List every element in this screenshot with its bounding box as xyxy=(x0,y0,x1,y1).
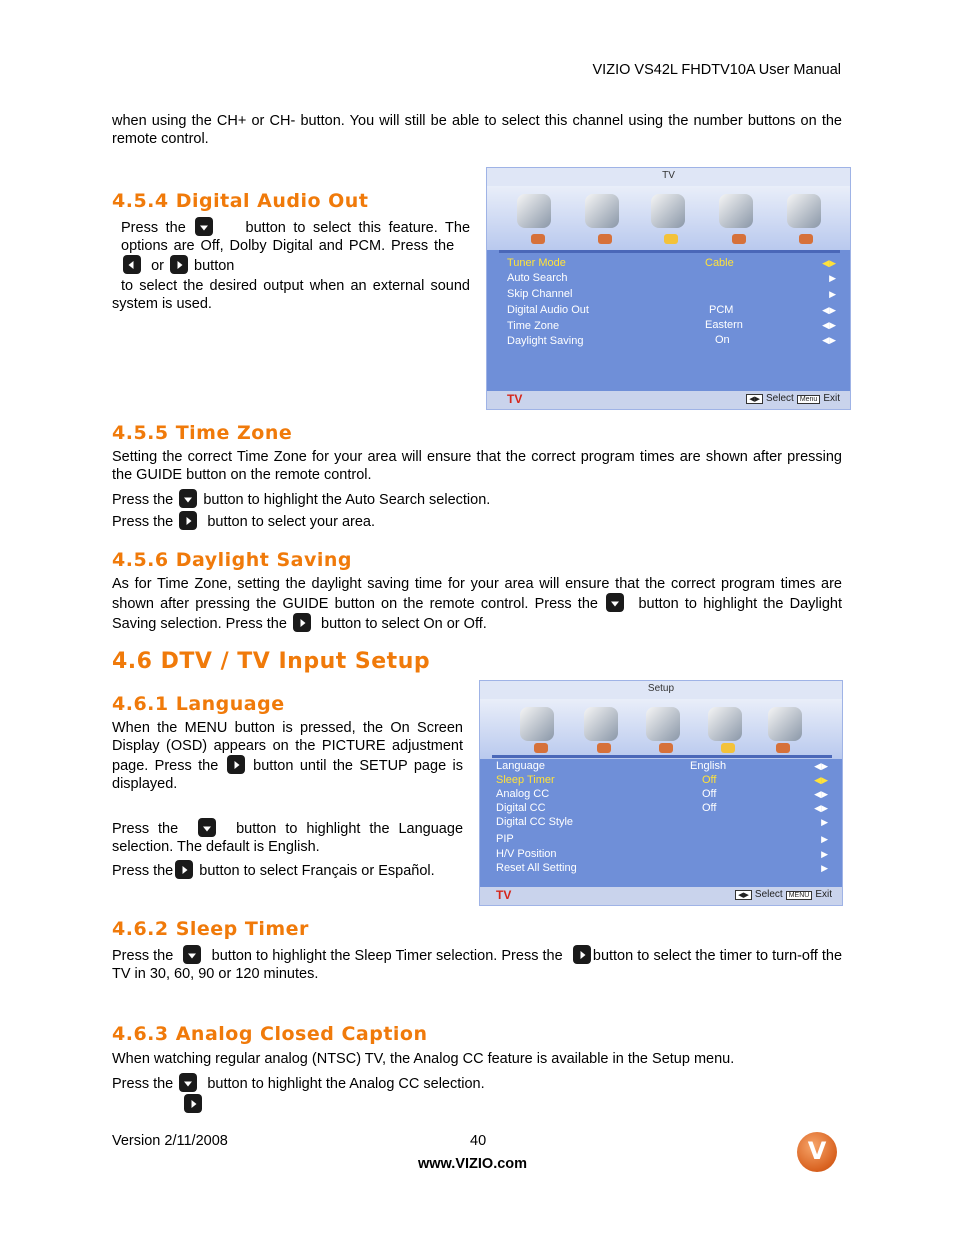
osd-row-label: Digital Audio Out xyxy=(507,304,589,316)
left-arrow-key-icon xyxy=(123,255,141,274)
right-arrow-icon: ▶ xyxy=(829,273,836,283)
text: Press the xyxy=(112,863,174,879)
digital-audio-out-text xyxy=(112,217,470,313)
text: Press the xyxy=(112,1076,174,1092)
osd-row-value: Cable xyxy=(705,257,734,269)
logo-letter: V xyxy=(807,1137,827,1165)
osd-footer-controls xyxy=(732,889,832,900)
heading-dtv-tv-input-setup: 4.6 DTV / TV Input Setup xyxy=(112,649,431,674)
text: As for Time Zone, setting the daylight saving time for your area will ensure that the correct program times are shown after pressing the GUIDE button on the remote control. Press the xyxy=(112,576,842,612)
page-number: 40 xyxy=(470,1133,487,1149)
audio-tab-marker-icon xyxy=(598,234,612,244)
left-right-arrow-icon: ◀▶ xyxy=(822,320,836,330)
divider xyxy=(492,755,832,758)
osd-tv-menu-screenshot xyxy=(486,167,851,410)
osd-icon-bar xyxy=(487,186,850,250)
right-arrow-key-icon xyxy=(170,255,188,274)
heading-analog-closed-caption: 4.6.3 Analog Closed Caption xyxy=(112,1023,428,1045)
osd-row-value: Off xyxy=(702,802,717,814)
osd-row-value: English xyxy=(690,760,727,772)
parental-icon xyxy=(787,194,821,228)
text: Press the xyxy=(112,514,174,530)
right-arrow-icon: ▶ xyxy=(829,289,836,299)
text: Select xyxy=(754,889,783,900)
down-arrow-key-icon xyxy=(183,945,201,964)
down-arrow-key-icon xyxy=(198,818,216,837)
text: button until the SETUP page is displayed. xyxy=(112,758,463,792)
setup-tab-marker-icon xyxy=(732,234,746,244)
heading-daylight-saving: 4.5.6 Daylight Saving xyxy=(112,549,352,571)
osd-icon-bar xyxy=(480,699,842,759)
menu-key-icon: Menu xyxy=(797,395,821,404)
audio-icon xyxy=(585,194,619,228)
right-arrow-key-icon xyxy=(184,1094,202,1113)
text: button to select your area. xyxy=(207,514,375,530)
picture-icon xyxy=(517,194,551,228)
down-arrow-key-icon xyxy=(179,489,197,508)
right-arrow-key-icon xyxy=(227,755,245,774)
osd-row-label: Tuner Mode xyxy=(507,257,566,269)
text: button to select Français or Español. xyxy=(199,863,435,879)
text: Exit xyxy=(815,889,832,900)
right-arrow-key-icon xyxy=(293,613,311,632)
parental-icon xyxy=(768,707,802,741)
daylight-saving-paragraph xyxy=(112,575,842,633)
language-paragraph-3 xyxy=(112,860,435,879)
tv-tab-marker-icon xyxy=(659,743,673,753)
left-right-arrow-icon: ◀▶ xyxy=(814,789,828,799)
setup-tab-marker-icon xyxy=(721,743,735,753)
text: button to highlight the Language selection. The default is English. xyxy=(112,821,464,855)
text: button to highlight the Sleep Timer selection. Press the xyxy=(211,948,563,964)
picture-tab-marker-icon xyxy=(534,743,548,753)
setup-icon xyxy=(708,707,742,741)
parental-tab-marker-icon xyxy=(776,743,790,753)
osd-row-label: Digital CC xyxy=(496,802,546,814)
osd-row-value: Off xyxy=(702,788,717,800)
osd-row-label: Analog CC xyxy=(496,788,550,800)
right-arrow-key-icon xyxy=(179,511,197,530)
osd-row-label: Language xyxy=(496,760,545,772)
osd-footer xyxy=(480,887,842,905)
right-arrow-key-icon xyxy=(573,945,591,964)
picture-icon xyxy=(520,707,554,741)
menu-key-icon: MENU xyxy=(786,891,813,900)
text: or xyxy=(151,258,164,274)
text: Press the xyxy=(112,492,174,508)
heading-time-zone: 4.5.5 Time Zone xyxy=(112,422,293,444)
osd-row-value: Off xyxy=(702,774,717,786)
parental-tab-marker-icon xyxy=(799,234,813,244)
sleep-timer-paragraph xyxy=(112,945,842,983)
text: Press the xyxy=(121,220,186,236)
left-right-arrow-icon: ◀▶ xyxy=(814,761,828,771)
analog-cc-paragraph: When watching regular analog (NTSC) TV, the Analog CC feature is available in the Setup menu. xyxy=(112,1051,735,1067)
time-zone-step-1 xyxy=(112,489,490,508)
audio-tab-marker-icon xyxy=(597,743,611,753)
left-right-arrow-icon: ◀▶ xyxy=(822,305,836,315)
navigation-keys-icon: ◀▶ xyxy=(735,890,752,900)
tv-icon xyxy=(651,194,685,228)
text: button to select the timer to turn-off the TV in 30, 60, 90 or 120 minutes. xyxy=(112,948,843,982)
osd-row-value: Eastern xyxy=(705,319,743,331)
text: button xyxy=(194,258,235,274)
version-label: Version 2/11/2008 xyxy=(112,1133,228,1149)
osd-row-label: Reset All Setting xyxy=(496,862,577,874)
text: button to highlight the Daylight Saving selection. Press the xyxy=(112,596,843,632)
setup-icon xyxy=(719,194,753,228)
text: to select the desired output when an external sound system is used. xyxy=(112,278,470,312)
text: button to select this feature. The options are Off, Dolby Digital and PCM. Press the xyxy=(121,220,471,254)
text: When the MENU button is pressed, the On Screen Display (OSD) appears on the PICTURE adjustment page. Press the xyxy=(112,720,463,774)
osd-footer-source: TV xyxy=(496,888,512,902)
text: button to highlight the Auto Search selection. xyxy=(203,492,491,508)
audio-icon xyxy=(584,707,618,741)
language-paragraph-2 xyxy=(112,818,463,856)
document-header: VIZIO VS42L FHDTV10A User Manual xyxy=(592,62,841,78)
text: Select xyxy=(766,393,794,404)
analog-cc-step xyxy=(112,1073,485,1092)
osd-row-label: Auto Search xyxy=(507,272,568,284)
picture-tab-marker-icon xyxy=(531,234,545,244)
heading-digital-audio-out: 4.5.4 Digital Audio Out xyxy=(112,190,369,212)
text: Exit xyxy=(823,393,840,404)
left-right-arrow-icon: ◀▶ xyxy=(822,258,836,268)
down-arrow-key-icon xyxy=(606,593,624,612)
website-url: www.VIZIO.com xyxy=(418,1156,528,1172)
heading-sleep-timer: 4.6.2 Sleep Timer xyxy=(112,918,309,940)
osd-row-label: Skip Channel xyxy=(507,288,573,300)
right-arrow-icon: ▶ xyxy=(821,834,828,844)
left-right-arrow-icon: ◀▶ xyxy=(814,803,828,813)
time-zone-paragraph: Setting the correct Time Zone for your area will ensure that the correct program times are shown after pressing the GUIDE button on the remote control. xyxy=(112,449,842,483)
osd-row-label: H/V Position xyxy=(496,848,557,860)
intro-paragraph: when using the CH+ or CH- button. You will still be able to select this channel using the number buttons on the remote control. xyxy=(112,113,842,147)
language-paragraph-1 xyxy=(112,719,463,793)
osd-row-label: Time Zone xyxy=(507,320,560,332)
left-right-arrow-icon: ◀▶ xyxy=(814,775,828,785)
osd-row-label: PIP xyxy=(496,833,514,845)
vizio-logo-icon xyxy=(797,1132,837,1172)
text: button to select On or Off. xyxy=(321,616,487,632)
heading-language: 4.6.1 Language xyxy=(112,693,285,715)
osd-title: Setup xyxy=(480,681,842,699)
osd-row-label: Sleep Timer xyxy=(496,774,555,786)
osd-row-value: On xyxy=(715,334,730,346)
time-zone-step-2 xyxy=(112,511,375,530)
osd-row-value: PCM xyxy=(709,304,734,316)
down-arrow-key-icon xyxy=(195,217,213,236)
divider xyxy=(499,250,840,253)
right-arrow-key-icon xyxy=(175,860,193,879)
right-arrow-icon: ▶ xyxy=(821,849,828,859)
osd-row-label: Daylight Saving xyxy=(507,335,584,347)
text: button to highlight the Analog CC selection. xyxy=(207,1076,485,1092)
text: Press the xyxy=(112,821,179,837)
osd-row-label: Digital CC Style xyxy=(496,816,574,828)
osd-footer-source: TV xyxy=(507,392,523,406)
osd-title: TV xyxy=(487,168,850,186)
text: Press the xyxy=(112,948,174,964)
osd-footer-controls xyxy=(743,393,840,404)
navigation-keys-icon: ◀▶ xyxy=(746,394,763,404)
right-arrow-icon: ▶ xyxy=(821,863,828,873)
down-arrow-key-icon xyxy=(179,1073,197,1092)
osd-footer xyxy=(487,391,850,409)
tv-icon xyxy=(646,707,680,741)
tv-tab-marker-icon xyxy=(664,234,678,244)
left-right-arrow-icon: ◀▶ xyxy=(822,335,836,345)
right-arrow-icon: ▶ xyxy=(821,817,828,827)
osd-setup-menu-screenshot xyxy=(479,680,843,906)
